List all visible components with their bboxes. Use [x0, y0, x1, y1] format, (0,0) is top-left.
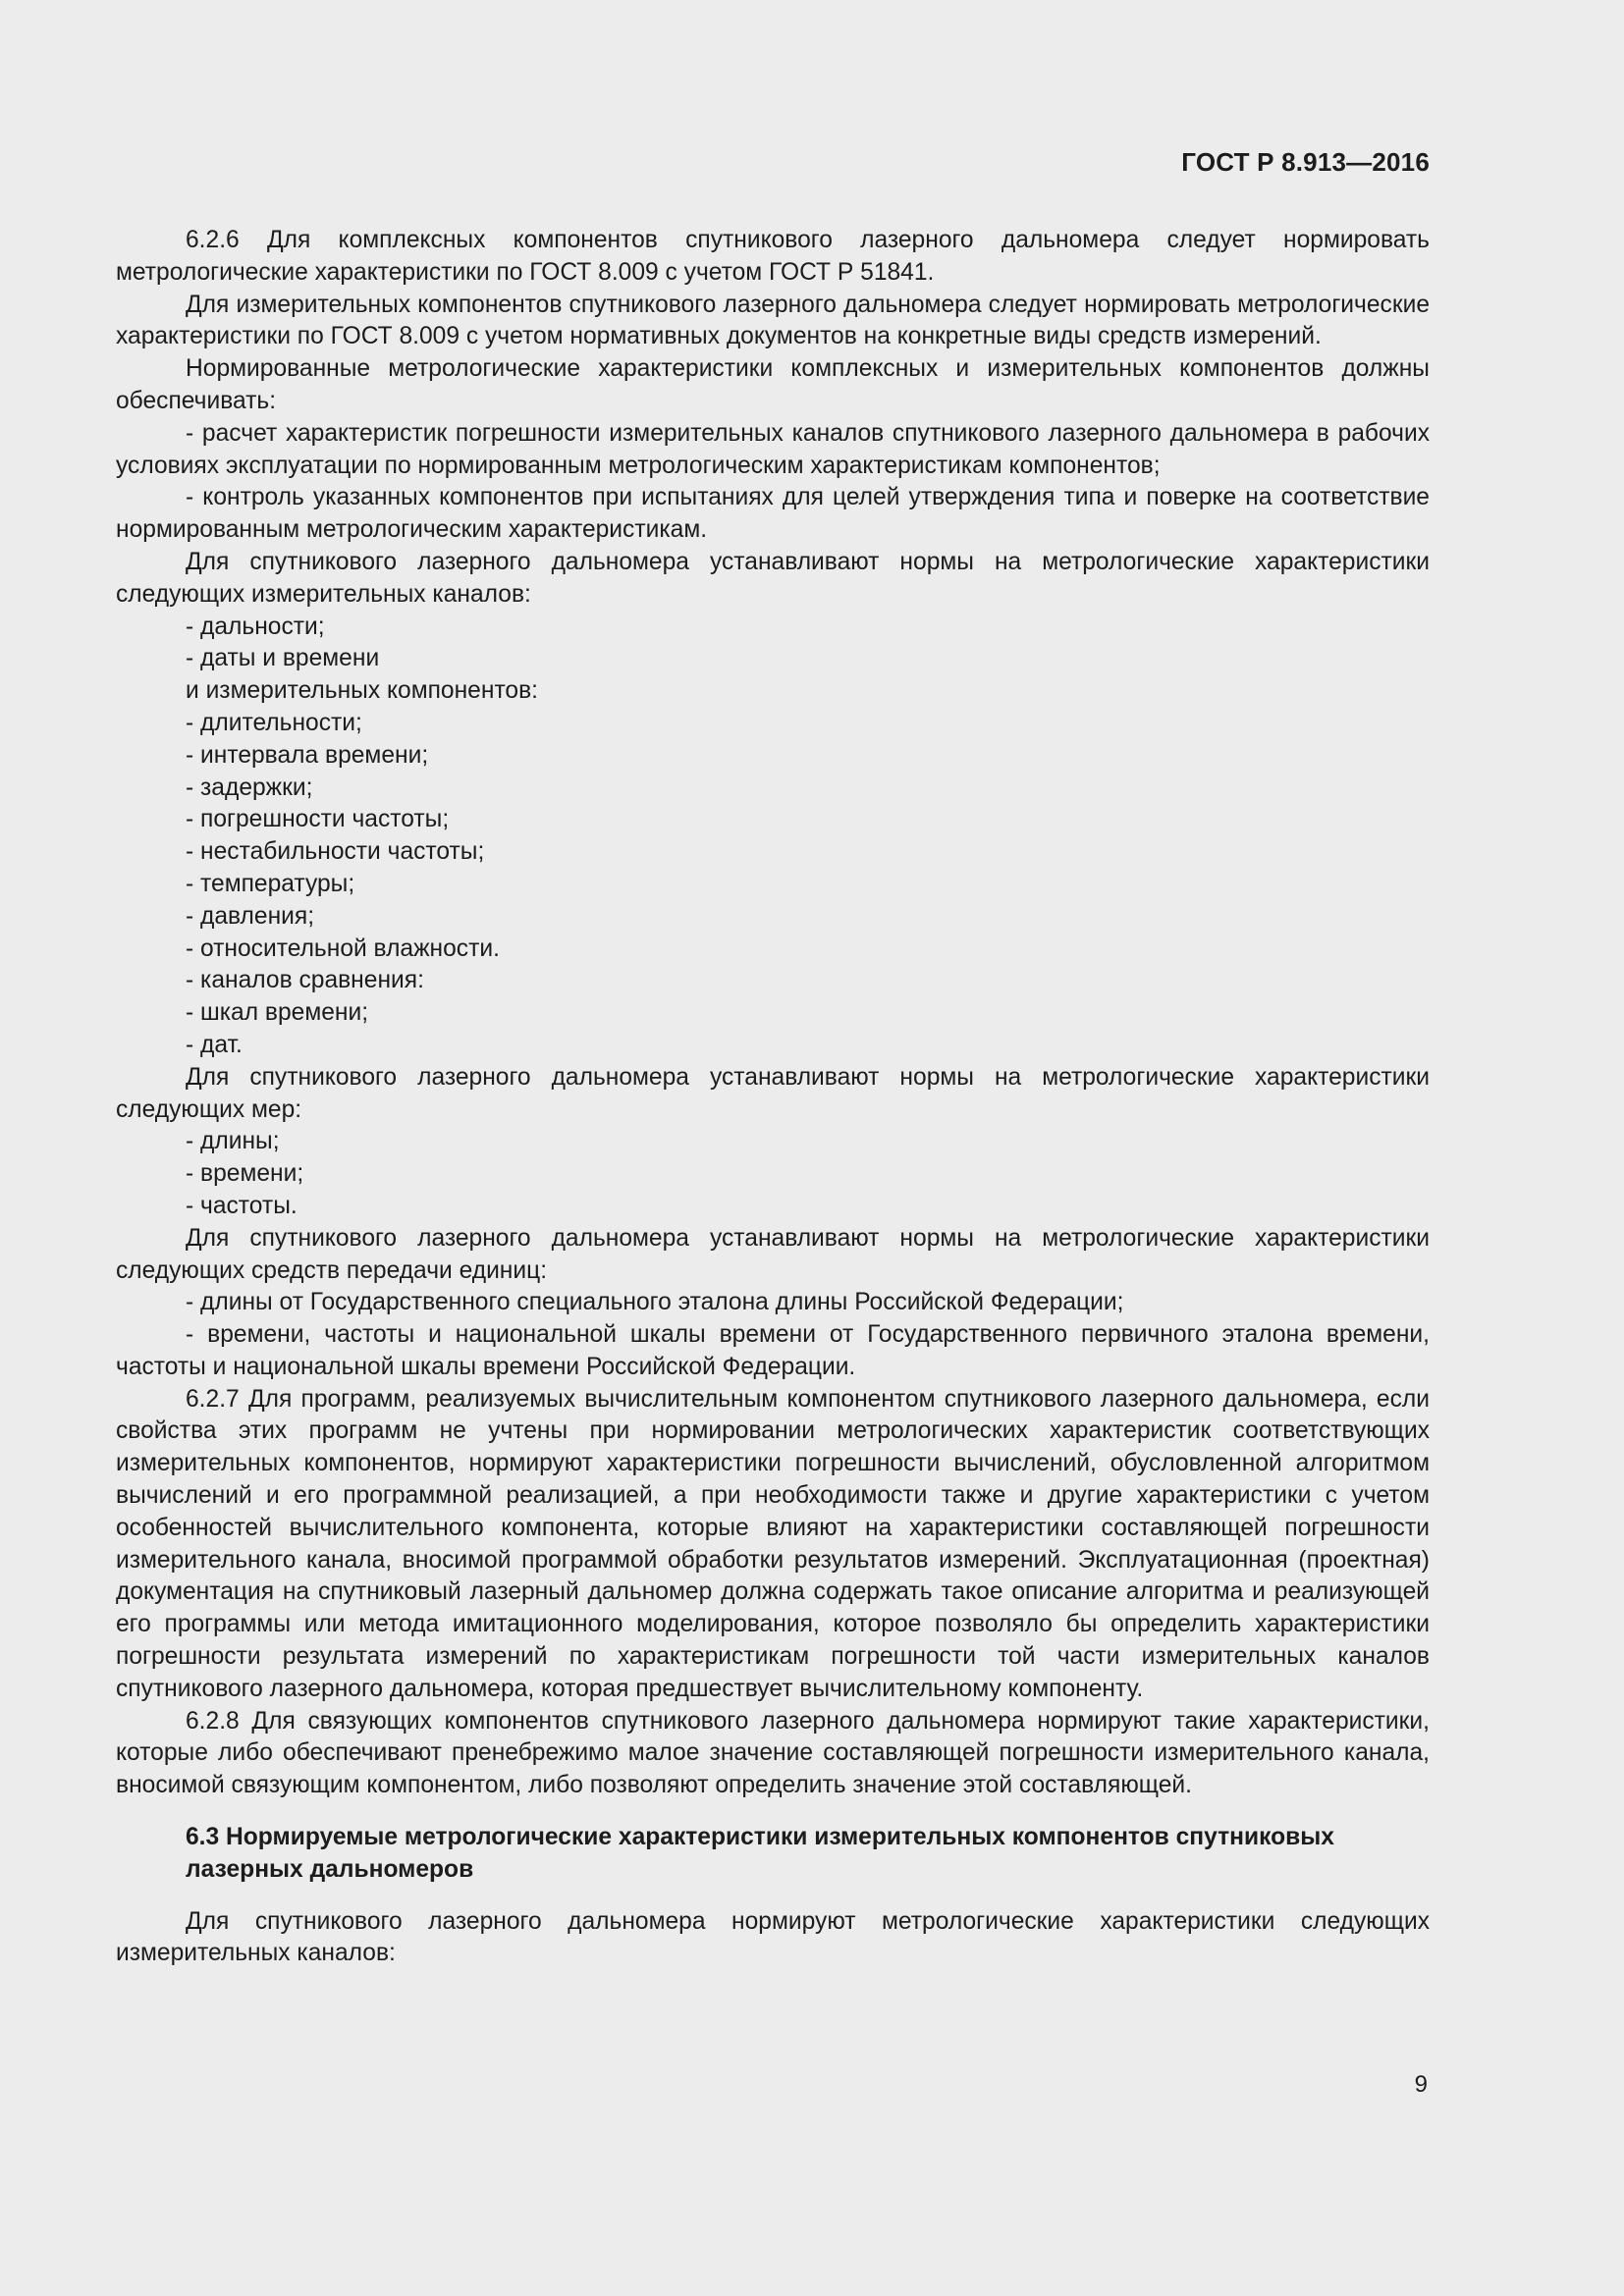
list-item: - длины от Государственного специального эталона длины Российской Федерации; [186, 1289, 1124, 1316]
list-item: - длительности; [186, 709, 362, 736]
list-item: - температуры; [186, 870, 355, 897]
list-item: - интервала времени; [186, 741, 429, 769]
paragraph: Для спутникового лазерного дальномера устанавливают нормы на метрологические характеристики следующих средств передачи единиц: [116, 1224, 1430, 1284]
paragraph: 6.2.8 Для связующих компонентов спутникового лазерного дальномера нормируют такие характеристики, которые либо обеспечивают пренебрежимо малое значение составляющей погрешности измерительного канала, вносимой связующим компонентом, либо позволяют определить значение этой составляющей. [116, 1707, 1430, 1799]
section-heading: 6.3 Нормируемые метрологические характеристики измерительных компонентов спутниковых лазерных дальномеров [186, 1824, 1334, 1883]
list-item: - погрешности частоты; [186, 806, 450, 833]
document-header: ГОСТ Р 8.913—2016 [1181, 147, 1430, 177]
list-item: - частоты. [186, 1192, 298, 1219]
list-item: - шкал времени; [186, 999, 369, 1027]
paragraph: 6.2.7 Для программ, реализуемых вычислительным компонентом спутникового лазерного дальномера, если свойства этих программ не учтены при нормировании метрологических характеристик соответствующих измерительных компонентов, нормируют характеристики погрешности вычислений, обусловленной алгоритмом вычислений и его программной реализацией, а при необходимости также и другие характеристики с учетом особенностей вычислительного компонента, которые влияют на характеристики составляющей погрешности измерительного канала, вносимой программой обработки результатов измерений. Эксплуатационная (проектная) документация на спутниковый лазерный дальномер должна содержать такое описание алгоритма и реализующей его программы или метода имитационного моделирования, которое позволяло бы определить характеристики погрешности результата измерений по характеристикам погрешности той части измерительных каналов спутникового лазерного дальномера, которая предшествует вычислительному компоненту. [116, 1385, 1430, 1702]
list-item: и измерительных компонентов: [186, 677, 539, 705]
list-item: - каналов сравнения: [186, 967, 424, 994]
paragraph: Для спутникового лазерного дальномера устанавливают нормы на метрологические характеристики следующих измерительных каналов: [116, 548, 1430, 608]
document-body [116, 225, 1430, 1970]
paragraph: Нормированные метрологические характеристики комплексных и измерительных компонентов должны обеспечивать: [116, 355, 1430, 414]
list-item: - задержки; [186, 774, 313, 801]
list-item: - даты и времени [186, 645, 380, 672]
paragraph: - расчет характеристик погрешности измерительных каналов спутникового лазерного дальномера в рабочих условиях эксплуатации по нормированным метрологическим характеристикам компонентов; [116, 419, 1430, 479]
paragraph: - времени, частоты и национальной шкалы времени от Государственного первичного эталона времени, частоты и национальной шкалы времени Российской Федерации. [116, 1321, 1430, 1380]
list-item: - относительной влажности. [186, 934, 500, 962]
paragraph: Для спутникового лазерного дальномера нормируют метрологические характеристики следующих измерительных каналов: [116, 1907, 1430, 1967]
list-item: - длины; [186, 1128, 280, 1155]
paragraph: Для измерительных компонентов спутникового лазерного дальномера следует нормировать метрологические характеристики по ГОСТ 8.009 с учетом нормативных документов на конкретные виды средств измерений. [116, 291, 1430, 350]
paragraph: Для спутникового лазерного дальномера устанавливают нормы на метрологические характеристики следующих мер: [116, 1063, 1430, 1123]
paragraph: - контроль указанных компонентов при испытаниях для целей утверждения типа и поверке на соответствие нормированным метрологическим характеристикам. [116, 484, 1430, 544]
list-item: - дат. [186, 1031, 243, 1058]
list-item: - нестабильности частоты; [186, 838, 485, 866]
paragraph: 6.2.6 Для комплексных компонентов спутникового лазерного дальномера следует нормировать метрологические характеристики по ГОСТ 8.009 с учетом ГОСТ Р 51841. [116, 227, 1430, 286]
list-item: - давления; [186, 902, 315, 930]
page-number: 9 [1414, 2071, 1428, 2098]
list-item: - дальности; [186, 613, 325, 640]
list-item: - времени; [186, 1160, 304, 1188]
